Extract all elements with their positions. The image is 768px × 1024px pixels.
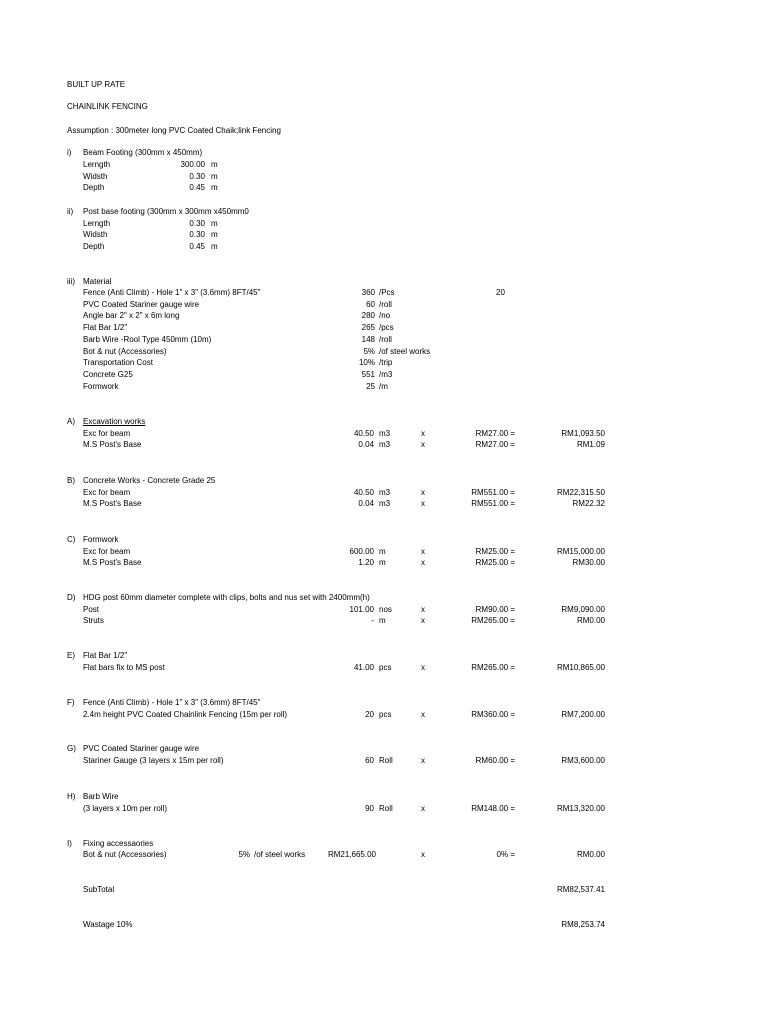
beam-footing-heading: Beam Footing (300mm x 450mm): [83, 148, 203, 157]
material-item-label: Bot & nut (Accessories): [83, 347, 167, 356]
fixing-amount: RM0.00: [576, 850, 605, 859]
line-item-times: x: [421, 547, 425, 556]
line-item-times: x: [421, 663, 425, 672]
line-item-times: x: [421, 429, 425, 438]
line-item-unit: pcs: [379, 710, 392, 719]
material-item-label: Fence (Anti Climb) - Hole 1" x 3" (3.6mm) 8FT/45": [83, 288, 261, 297]
section-heading: Flat Bar 1/2": [83, 651, 128, 660]
line-item-rate: RM90.00 =: [475, 605, 515, 614]
line-item-unit: m3: [379, 488, 391, 497]
fixing-pct-unit: /of steel works: [254, 850, 306, 859]
fixing-base: RM21,665.00: [327, 850, 376, 859]
line-item-qty: 0.04: [358, 499, 374, 508]
line-item-qty: 90: [365, 804, 374, 813]
doc-title: BUILT UP RATE: [67, 80, 126, 89]
section-letter: E): [67, 651, 75, 660]
assumption-text: Assumption : 300meter long PVC Coated Chaik;link Fencing: [67, 126, 281, 135]
material-item-unit: /roll: [379, 335, 392, 344]
material-item-label: Flat Bar 1/2": [83, 323, 128, 332]
post-depth-value: 0.45: [189, 242, 205, 251]
subtotal-label: SubTotal: [83, 885, 115, 894]
line-item-unit: Roll: [379, 804, 393, 813]
line-item-label: M.S Post's Base: [83, 558, 142, 567]
beam-length-value: 300.00: [180, 160, 205, 169]
beam-width-value: 0.30: [189, 172, 205, 181]
fixing-letter: I): [67, 839, 72, 848]
line-item-times: x: [421, 558, 425, 567]
section-heading: PVC Coated Stariner gauge wire: [83, 744, 200, 753]
line-item-times: x: [421, 756, 425, 765]
line-item-times: x: [421, 440, 425, 449]
line-item-rate: RM60.00 =: [475, 756, 515, 765]
line-item-amount: RM13,320.00: [556, 804, 605, 813]
beam-depth-value: 0.45: [189, 183, 205, 192]
post-footing-num: ii): [67, 207, 74, 216]
line-item-qty: 41.00: [353, 663, 374, 672]
line-item-qty: 20: [365, 710, 374, 719]
line-item-label: M.S Post's Base: [83, 499, 142, 508]
line-item-unit: m: [379, 558, 386, 567]
line-item-amount: RM1,093.50: [561, 429, 605, 438]
beam-width-unit: m: [211, 172, 218, 181]
beam-depth-unit: m: [211, 183, 218, 192]
post-length-label: Lerngth: [83, 219, 111, 228]
material-item-value: 5%: [363, 347, 375, 356]
line-item-amount: RM30.00: [572, 558, 605, 567]
line-item-amount: RM0.00: [576, 616, 605, 625]
section-heading: Barb Wire: [83, 792, 119, 801]
material-item-unit: /Pcs: [379, 288, 395, 297]
line-item-times: x: [421, 710, 425, 719]
line-item-qty: -: [371, 616, 374, 625]
line-item-label: Exc for beam: [83, 488, 131, 497]
material-item-value: 360: [361, 288, 375, 297]
line-item-times: x: [421, 804, 425, 813]
post-length-value: 0.30: [189, 219, 205, 228]
material-item-label: Angle bar 2" x 2" x 6m long: [83, 311, 180, 320]
material-item-value: 551: [361, 370, 375, 379]
material-item-label: Transportation Cost: [83, 358, 153, 367]
wastage-amount: RM8,253.74: [561, 920, 605, 929]
line-item-qty: 40.50: [353, 429, 374, 438]
line-item-unit: Roll: [379, 756, 393, 765]
material-item-label: PVC Coated Stariner gauge wire: [83, 300, 200, 309]
line-item-label: Struts: [83, 616, 104, 625]
line-item-rate: RM265.00 =: [471, 616, 515, 625]
section-heading: HDG post 60mm diameter complete with clips, bolts and nus set with 2400mm(h): [83, 593, 370, 602]
material-item-label: Formwork: [83, 382, 119, 391]
section-letter: F): [67, 698, 75, 707]
line-item-amount: RM7,200.00: [561, 710, 605, 719]
line-item-times: x: [421, 616, 425, 625]
line-item-qty: 60: [365, 756, 374, 765]
line-item-rate: RM265.00 =: [471, 663, 515, 672]
fixing-heading: Fixing accessaories: [83, 839, 154, 848]
line-item-unit: nos: [379, 605, 392, 614]
line-item-unit: pcs: [379, 663, 392, 672]
line-item-label: Exc for beam: [83, 547, 131, 556]
wastage-label: Wastage 10%: [83, 920, 133, 929]
section-heading: Concrete Works - Concrete Grade 25: [83, 476, 216, 485]
beam-footing-num: i): [67, 148, 72, 157]
doc-subtitle: CHAINLINK FENCING: [67, 102, 148, 111]
material-item-value: 265: [361, 323, 375, 332]
line-item-unit: m3: [379, 440, 391, 449]
beam-width-label: Widsth: [83, 172, 108, 181]
material-item-unit: /m3: [379, 370, 393, 379]
line-item-amount: RM1.09: [576, 440, 605, 449]
line-item-label: Exc for beam: [83, 429, 131, 438]
beam-length-unit: m: [211, 160, 218, 169]
line-item-amount: RM9,090.00: [561, 605, 605, 614]
fixing-label: Bot & nut (Accessories): [83, 850, 167, 859]
line-item-label: 2.4m height PVC Coated Chainlink Fencing (15m per roll): [83, 710, 288, 719]
line-item-rate: RM27.00 =: [475, 429, 515, 438]
material-item-unit: /roll: [379, 300, 392, 309]
fixing-pct: 5%: [238, 850, 250, 859]
line-item-unit: m3: [379, 499, 391, 508]
material-item-unit: /no: [379, 311, 391, 320]
post-footing-heading: Post base footing (300mm x 300mm x450mm0: [83, 207, 249, 216]
line-item-label: Post: [83, 605, 100, 614]
material-item-unit: /m: [379, 382, 388, 391]
material-item-label: Barb Wire -Rool Type 450mm (10m): [83, 335, 212, 344]
line-item-label: M.S Post's Base: [83, 440, 142, 449]
material-item-unit: /trip: [379, 358, 393, 367]
fixing-x: x: [421, 850, 425, 859]
material-heading: Material: [83, 277, 112, 286]
post-width-unit: m: [211, 230, 218, 239]
line-item-rate: RM25.00 =: [475, 558, 515, 567]
section-letter: H): [67, 792, 76, 801]
section-letter: D): [67, 593, 76, 602]
material-item-value: 25: [366, 382, 375, 391]
material-item-value: 280: [361, 311, 375, 320]
line-item-unit: m: [379, 547, 386, 556]
line-item-qty: 1.20: [358, 558, 374, 567]
line-item-qty: 101.00: [349, 605, 374, 614]
line-item-qty: 600.00: [349, 547, 374, 556]
line-item-amount: RM15,000.00: [556, 547, 605, 556]
line-item-amount: RM22,315.50: [556, 488, 605, 497]
subtotal-amount: RM82,537.41: [556, 885, 605, 894]
line-item-times: x: [421, 488, 425, 497]
post-depth-label: Depth: [83, 242, 105, 251]
line-item-qty: 0.04: [358, 440, 374, 449]
post-depth-unit: m: [211, 242, 218, 251]
line-item-qty: 40.50: [353, 488, 374, 497]
post-width-value: 0.30: [189, 230, 205, 239]
material-item-value: 148: [361, 335, 375, 344]
post-width-label: Widsth: [83, 230, 108, 239]
line-item-label: Stariner Gauge (3 layers x 15m per roll): [83, 756, 224, 765]
material-extra-value: 20: [496, 288, 505, 297]
line-item-amount: RM10,865.00: [556, 663, 605, 672]
material-item-value: 10%: [358, 358, 375, 367]
line-item-amount: RM3,600.00: [561, 756, 605, 765]
section-letter: C): [67, 535, 76, 544]
post-length-unit: m: [211, 219, 218, 228]
line-item-label: (3 layers x 10m per roll): [83, 804, 168, 813]
line-item-rate: RM551.00 =: [471, 488, 515, 497]
section-letter: G): [67, 744, 76, 753]
material-item-unit: /pcs: [379, 323, 394, 332]
line-item-unit: m3: [379, 429, 391, 438]
beam-depth-label: Depth: [83, 183, 105, 192]
line-item-rate: RM25.00 =: [475, 547, 515, 556]
material-item-unit: /of steel works: [379, 347, 431, 356]
line-item-times: x: [421, 605, 425, 614]
section-letter: A): [67, 417, 75, 426]
section-heading: Fence (Anti Climb) - Hole 1" x 3" (3.6mm) 8FT/45": [83, 698, 261, 707]
line-item-label: Flat bars fix to MS post: [83, 663, 165, 672]
line-item-rate: RM27.00 =: [475, 440, 515, 449]
line-item-times: x: [421, 499, 425, 508]
section-letter: B): [67, 476, 75, 485]
fixing-rate: 0% =: [496, 850, 515, 859]
line-item-rate: RM360.00 =: [471, 710, 515, 719]
line-item-unit: m: [379, 616, 386, 625]
material-item-value: 60: [366, 300, 375, 309]
line-item-amount: RM22.32: [572, 499, 605, 508]
material-num: iii): [67, 277, 75, 286]
material-item-label: Concrete G25: [83, 370, 133, 379]
beam-length-label: Lerngth: [83, 160, 111, 169]
line-item-rate: RM551.00 =: [471, 499, 515, 508]
line-item-rate: RM148.00 =: [471, 804, 515, 813]
section-heading: Formwork: [83, 535, 119, 544]
section-heading: Excavation works: [83, 417, 146, 426]
